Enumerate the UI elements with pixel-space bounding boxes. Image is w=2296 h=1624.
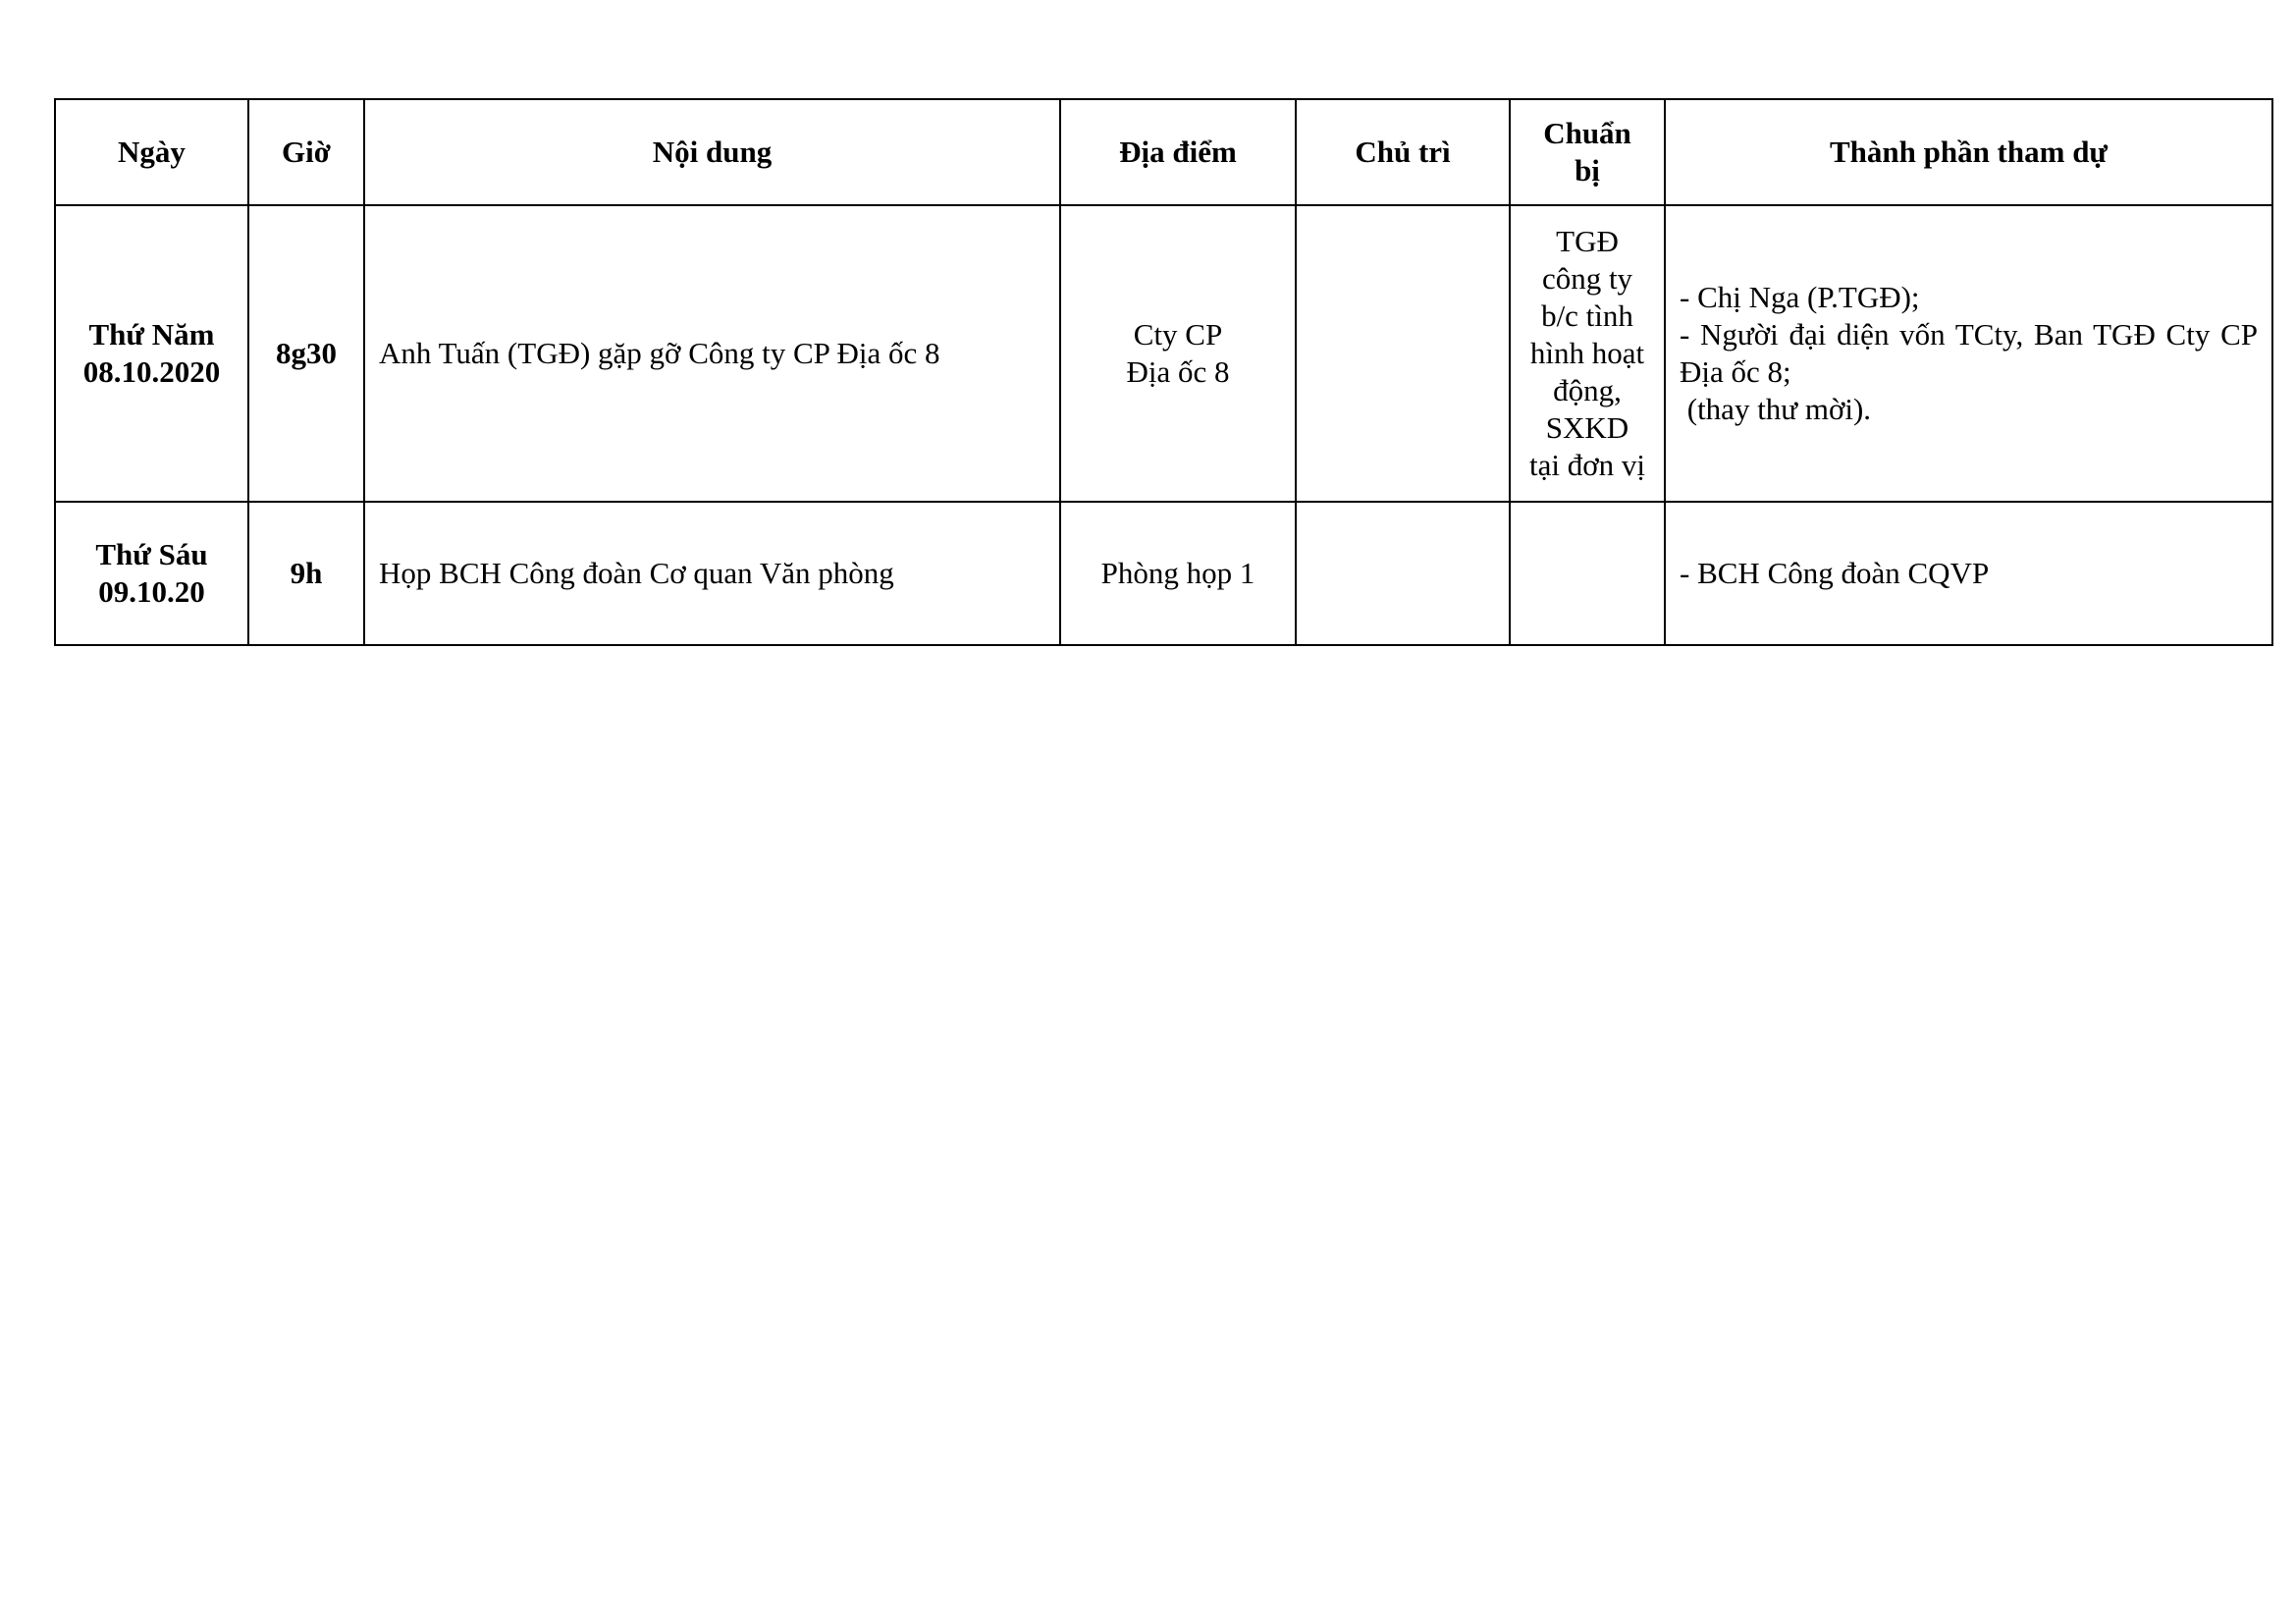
date-cell (55, 502, 248, 645)
header-attendees: Thành phần tham dự (1665, 99, 2272, 205)
day-name: Thứ Năm (88, 317, 215, 352)
prepare-line: SXKD (1545, 410, 1629, 445)
prepare-line: động, (1553, 373, 1622, 407)
date-value: 08.10.2020 (82, 354, 221, 389)
day-name: Thứ Sáu (95, 537, 208, 571)
attendee-line: - Chị Nga (P.TGĐ); (1680, 280, 1920, 314)
content-cell: Anh Tuấn (TGĐ) gặp gỡ Công ty CP Địa ốc 8 (364, 205, 1060, 502)
header-date: Ngày (55, 99, 248, 205)
prepare-cell (1510, 205, 1665, 502)
header-prepare (1510, 99, 1665, 205)
schedule-table (54, 98, 2273, 646)
header-content: Nội dung (364, 99, 1060, 205)
table-row (55, 502, 2272, 645)
header-host: Chủ trì (1296, 99, 1510, 205)
time-cell: 9h (248, 502, 364, 645)
attendees-cell (1665, 205, 2272, 502)
attendee-line: - BCH Công đoàn CQVP (1680, 556, 1990, 590)
prepare-line: b/c tình (1541, 298, 1633, 333)
time-cell: 8g30 (248, 205, 364, 502)
header-prepare-line1: Chuẩn (1543, 116, 1631, 150)
attendees-cell (1665, 502, 2272, 645)
host-cell (1296, 502, 1510, 645)
location-line: Cty CP (1133, 317, 1223, 352)
header-time: Giờ (248, 99, 364, 205)
location-line: Địa ốc 8 (1126, 354, 1230, 389)
attendee-line: (thay thư mời). (1680, 392, 1872, 426)
prepare-cell (1510, 502, 1665, 645)
attendee-line: - Người đại diện vốn TCty, Ban TGĐ Cty CP Địa ốc 8; (1680, 317, 2258, 389)
table-row (55, 205, 2272, 502)
prepare-line: hình hoạt (1529, 336, 1645, 370)
date-cell (55, 205, 248, 502)
header-row (55, 99, 2272, 205)
host-cell (1296, 205, 1510, 502)
date-value: 09.10.20 (98, 574, 205, 609)
location-cell (1060, 205, 1296, 502)
location-cell: Phòng họp 1 (1060, 502, 1296, 645)
prepare-line: TGĐ (1556, 224, 1619, 258)
prepare-line: công ty (1541, 261, 1633, 296)
header-prepare-line2: bị (1575, 153, 1600, 188)
content-cell: Họp BCH Công đoàn Cơ quan Văn phòng (364, 502, 1060, 645)
prepare-line: tại đơn vị (1529, 448, 1645, 482)
header-location: Địa điểm (1060, 99, 1296, 205)
